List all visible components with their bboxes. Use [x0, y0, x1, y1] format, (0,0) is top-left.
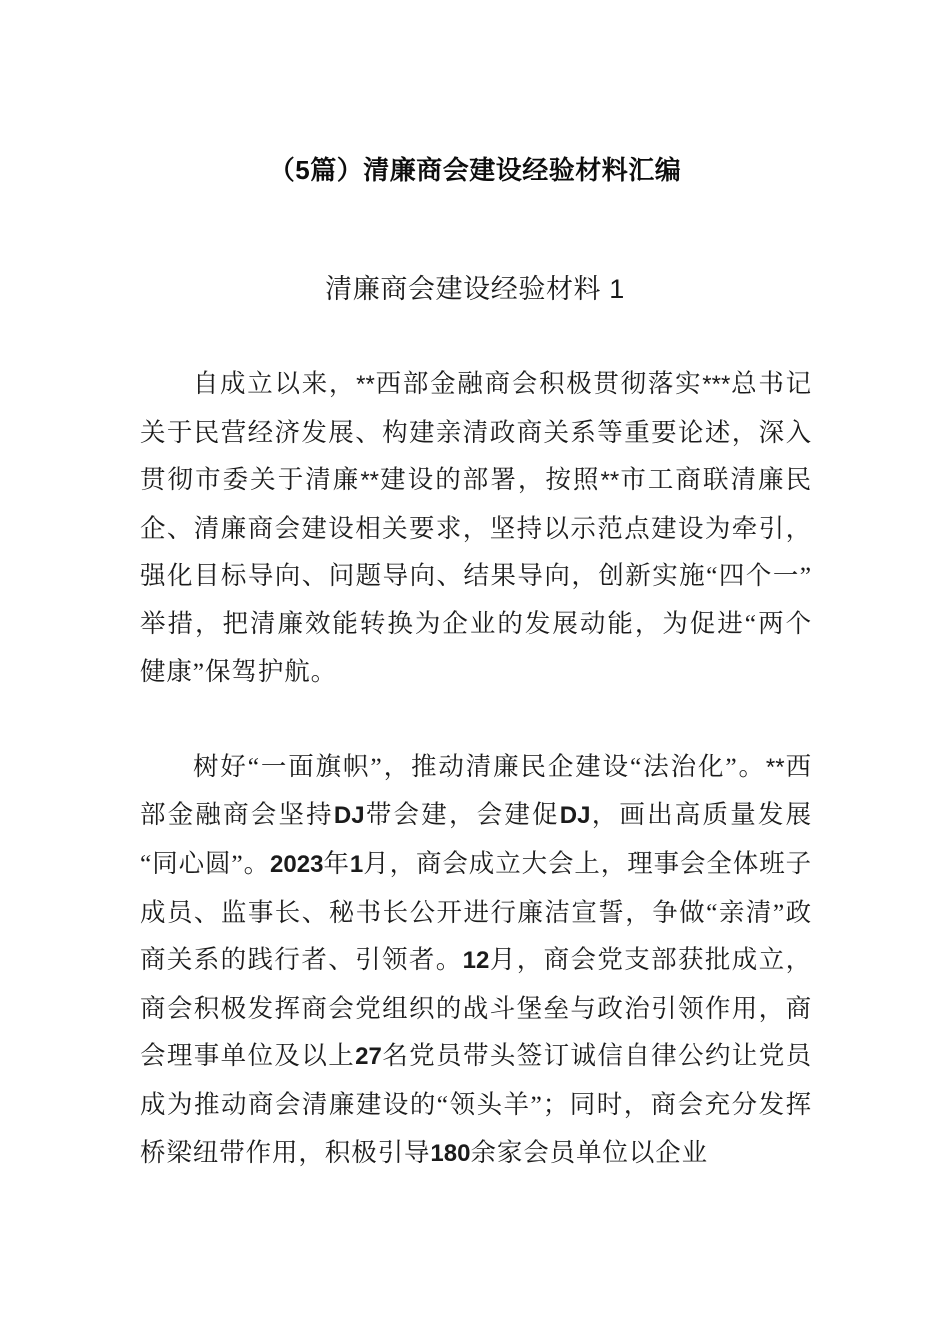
inline-latin-run: ** — [360, 467, 380, 495]
document-body — [140, 360, 812, 1177]
inline-latin-run: 27 — [355, 1043, 382, 1071]
paragraph-2-text: 树好“一面旗帜”，推动清廉民企建设“法治化”。**西部金融商会坚持DJ带会建，会建促DJ，画出高质量发展“同心圆”。2023年1月，商会成立大会上，理事会全体班子成员、监事长、秘书长公开进行廉洁宣誓，争做“亲清”政商关系的践行者、引领者。12月，商会党支部获批成立，商会积极发挥商会党组织的战斗堡垒与政治引领作用，商会理事单位及以上27名党员带头签订诚信自律公约让党员成为推动商会清廉建设的“领头羊”；同时，商会充分发挥桥梁纽带作用，积极引导180余家会员单位以企业 — [140, 751, 813, 1167]
inline-latin-run: *** — [702, 371, 731, 398]
inline-latin-run: ** — [765, 753, 785, 781]
paragraph-2 — [140, 743, 812, 1177]
inline-latin-run: 1 — [349, 850, 364, 878]
paragraph-1-text: 自成立以来，**西部金融商会积极贯彻落实***总书记关于民营经济发展、构建亲清政商关系等重要论述，深入贯彻市委关于清廉**建设的部署，按照**市工商联清廉民企、清廉商会建设相关要求，坚持以示范点建设为牵引，强化目标导向、问题导向、结果导向，创新实施“四个一”举措，把清廉效能转换为企业的发展动能，为促进“两个健康”保驾护航。 — [140, 369, 812, 686]
section-heading: 清廉商会建设经验材料 1 — [325, 274, 625, 304]
inline-latin-run: 12 — [462, 947, 490, 975]
paragraph-1 — [140, 360, 812, 695]
inline-latin-run: DJ — [333, 802, 365, 830]
inline-latin-run: ** — [600, 467, 620, 495]
inline-latin-run: 180 — [430, 1139, 471, 1167]
document-title: （5篇）清廉商会建设经验材料汇编 — [268, 155, 682, 185]
inline-latin-run: ** — [356, 371, 375, 398]
inline-latin-run: DJ — [559, 802, 591, 830]
inline-latin-run: 2023 — [270, 850, 324, 878]
